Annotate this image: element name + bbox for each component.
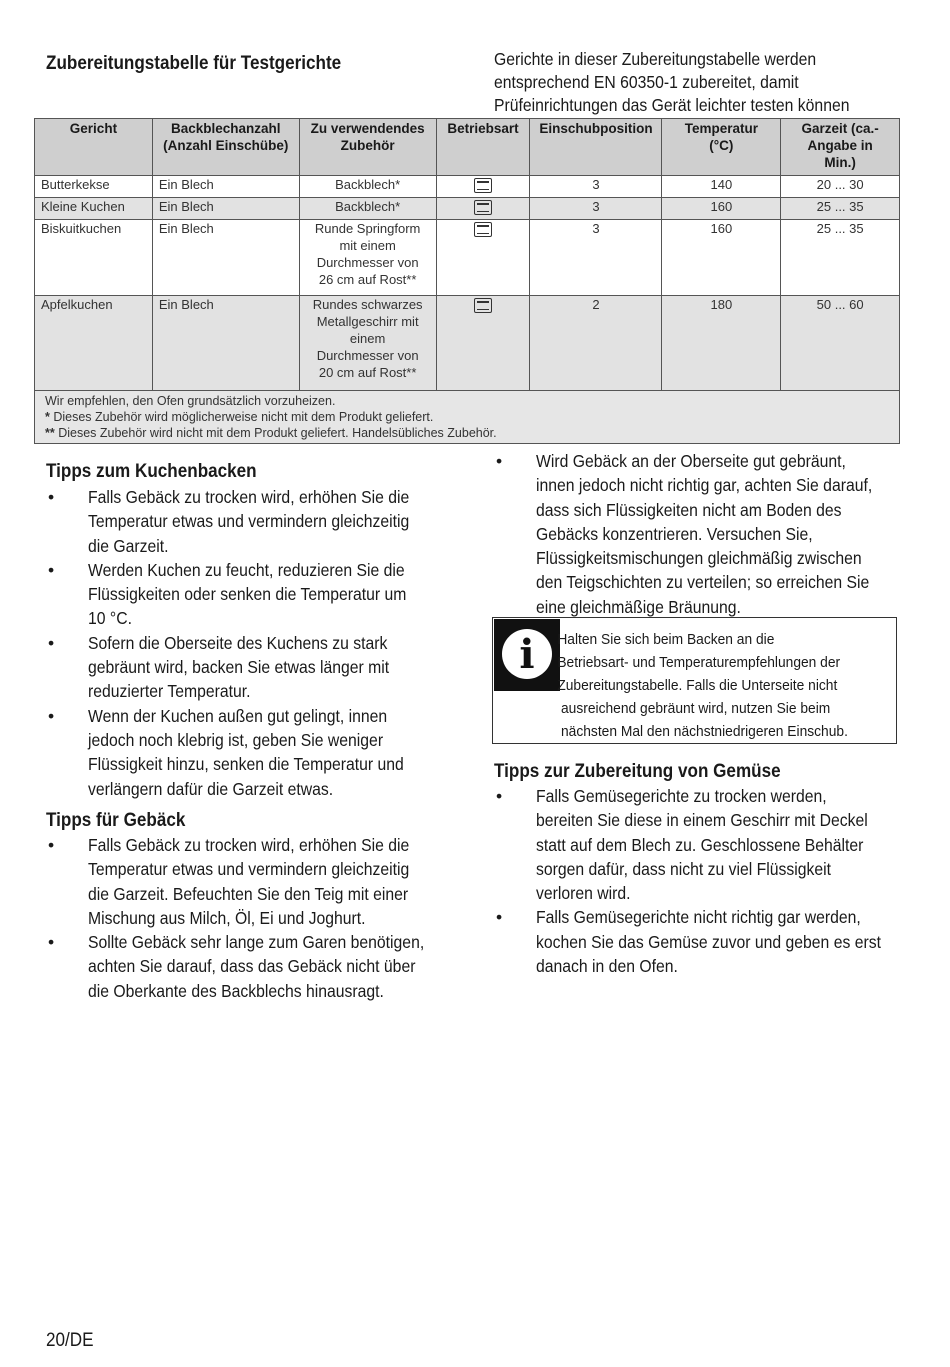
list-item: • Falls Gemüsegerichte nicht richtig gar werden, kochen Sie das Gemüse zuvor und geben es erst danach in den Ofen. [496, 907, 881, 977]
info-icon: i [494, 619, 560, 691]
gemuese-list [494, 784, 914, 978]
top-bottom-heat-icon [474, 298, 492, 313]
table-row [35, 220, 900, 296]
cell-accessory: Backblech* [299, 176, 436, 198]
cell-time: 50 ... 60 [781, 296, 900, 391]
cell-mode [436, 198, 530, 220]
list-item: • Falls Gemüsegerichte zu trocken werden, bereiten Sie diese in einem Geschirr mit Deckel statt auf dem Blech zu. Geschlossene Behälter sorgen dafür, dass nicht zu viel Flüssigkeit verloren wird. [496, 786, 868, 904]
intro-line: Gerichte in dieser Zubereitungstabelle werden [494, 49, 817, 69]
cell-position: 2 [530, 296, 662, 391]
table-row [35, 296, 900, 391]
header-temperature: Temperatur (°C) [662, 119, 781, 176]
cell-mode [436, 176, 530, 198]
cell-dish: Kleine Kuchen [35, 198, 153, 220]
list-item: • Wird Gebäck an der Oberseite gut gebräunt, innen jedoch nicht richtig gar, achten Sie darauf, dass sich Flüssigkeiten nicht am Boden des Gebäcks konzentrieren. Versuchen Sie, Flüssigkeitsmischungen gleichmäßig zwischen den Teigschichten zu verteilen; so erreichen Sie eine gleichmäßige Bräunung. [496, 451, 873, 617]
cell-temperature: 160 [662, 220, 781, 296]
section-title-gebaeck: Tipps für Gebäck [46, 810, 186, 831]
cell-dish: Butterkekse [35, 176, 153, 198]
table-footnotes [35, 391, 900, 444]
header-accessory: Zu verwendendes Zubehör [299, 119, 436, 176]
cell-accessory: Backblech* [299, 198, 436, 220]
table-header-row [35, 119, 900, 176]
footnote: ** Dieses Zubehör wird nicht mit dem Produkt geliefert. Handelsübliches Zubehör. [45, 426, 497, 440]
intro-text [494, 48, 872, 117]
cell-time: 25 ... 35 [781, 198, 900, 220]
top-bottom-heat-icon [474, 178, 492, 193]
header-position: Einschubposition [530, 119, 662, 176]
gebaeck-list [46, 833, 466, 1003]
table-row [35, 176, 900, 198]
cell-trays: Ein Blech [152, 296, 299, 391]
table-row [35, 198, 900, 220]
cell-temperature: 180 [662, 296, 781, 391]
header-trays: Backblechanzahl (Anzahl Einschübe) [152, 119, 299, 176]
list-item: • Werden Kuchen zu feucht, reduzieren Sie die Flüssigkeiten oder senken die Temperatur um 10 °C. [48, 559, 407, 629]
kuchenbacken-list [46, 485, 466, 801]
list-item: • Sofern die Oberseite des Kuchens zu stark gebräunt wird, backen Sie etwas länger mit reduzierter Temperatur. [48, 632, 390, 702]
cell-position: 3 [530, 198, 662, 220]
header-dish: Gericht [35, 119, 153, 176]
cell-position: 3 [530, 220, 662, 296]
top-bottom-heat-icon [474, 200, 492, 215]
footnote: * Dieses Zubehör wird möglicherweise nicht mit dem Produkt geliefert. [45, 410, 434, 424]
info-note-box [492, 617, 897, 744]
cell-time: 25 ... 35 [781, 220, 900, 296]
info-note-text: Halten Sie sich beim Backen an die Betriebsart- und Temperaturempfehlungen der Zubereitungstabelle. Falls die Unterseite nicht ausreichend gebräunt wird, nutzen Sie beim nächsten Mal den nächstniedrigeren Einschub. [557, 631, 848, 740]
intro-line: entsprechend EN 60350-1 zubereitet, damit [494, 72, 799, 92]
list-item: • Falls Gebäck zu trocken wird, erhöhen Sie die Temperatur etwas und vermindern gleichzeitig die Garzeit. Befeuchten Sie den Teig mit einer Mischung aus Milch, Öl, Ei und Joghurt. [48, 835, 410, 928]
section-title-kuchenbacken: Tipps zum Kuchenbacken [46, 461, 257, 482]
cell-accessory: Runde Springform mit einem Durchmesser von 26 cm auf Rost** [299, 220, 436, 296]
cell-trays: Ein Blech [152, 198, 299, 220]
intro-line: Prüfeinrichtungen das Gerät leichter testen können [494, 95, 850, 115]
list-item: • Sollte Gebäck sehr lange zum Garen benötigen, achten Sie darauf, dass das Gebäck nicht über die Oberkante des Backblechs hinausragt. [48, 932, 425, 1001]
cell-mode [436, 296, 530, 391]
cell-trays: Ein Blech [152, 176, 299, 198]
section-title-gemuese: Tipps zur Zubereitung von Gemüse [494, 761, 781, 782]
page-title: Zubereitungstabelle für Testgerichte [46, 53, 342, 74]
list-item: • Falls Gebäck zu trocken wird, erhöhen Sie die Temperatur etwas und vermindern gleichzeitig die Garzeit. [48, 487, 410, 556]
cell-time: 20 ... 30 [781, 176, 900, 198]
cell-position: 3 [530, 176, 662, 198]
top-bottom-heat-icon [474, 222, 492, 237]
test-dishes-table [34, 118, 900, 444]
footnote: Wir empfehlen, den Ofen grundsätzlich vorzuheizen. [45, 394, 336, 408]
right-top-list [494, 449, 914, 619]
header-mode: Betriebsart [436, 119, 530, 176]
table-footnote-row [35, 391, 900, 444]
cell-accessory: Rundes schwarzes Metallgeschirr mit einem Durchmesser von 20 cm auf Rost** [299, 296, 436, 391]
cell-dish: Apfelkuchen [35, 296, 153, 391]
cell-trays: Ein Blech [152, 220, 299, 296]
cell-mode [436, 220, 530, 296]
cell-temperature: 140 [662, 176, 781, 198]
header-time: Garzeit (ca.- Angabe in Min.) [781, 119, 900, 176]
list-item: • Wenn der Kuchen außen gut gelingt, innen jedoch noch klebrig ist, geben Sie weniger Flüssigkeit hinzu, senken die Temperatur und verlängern dafür die Garzeit etwas. [48, 705, 404, 799]
cell-dish: Biskuitkuchen [35, 220, 153, 296]
page-number: 20/DE [46, 1330, 94, 1351]
cell-temperature: 160 [662, 198, 781, 220]
